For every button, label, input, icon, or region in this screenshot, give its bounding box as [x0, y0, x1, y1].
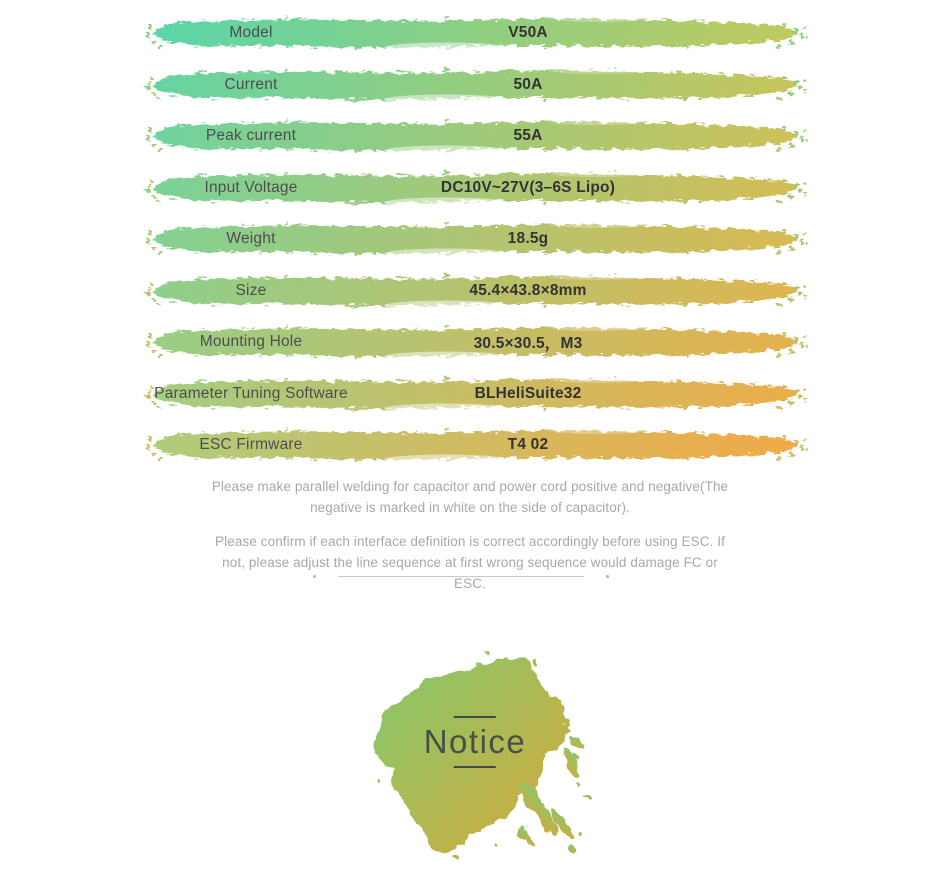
notice-bottom-rule	[454, 766, 496, 768]
divider-left-dot	[313, 575, 316, 578]
spec-row	[0, 117, 940, 155]
spec-label: Peak current	[205, 127, 297, 144]
spec-row	[0, 169, 940, 207]
note-paragraph-interface: Please confirm if each interface definition is correct accordingly before using ESC. If not, please adjust the line sequence at first wrong sequence would damage FC or ESC.	[215, 534, 725, 591]
spec-value: T4 02	[507, 436, 549, 453]
notice-label-group	[424, 716, 527, 768]
spec-label: Weight	[226, 230, 276, 247]
divider-right-dot	[606, 575, 609, 578]
spec-row	[0, 66, 940, 104]
spec-value: 30.5×30.5，M3	[473, 335, 583, 352]
note-paragraph-welding: Please make parallel welding for capacitor and power cord positive and negative(The negative is marked in white on the side of capacitor).	[211, 479, 729, 515]
spec-label: Size	[235, 281, 267, 299]
spec-value: DC10V~27V(3–6S Lipo)	[440, 178, 616, 196]
spec-label: Parameter Tuning Software	[154, 384, 348, 402]
spec-value: BLHeliSuite32	[474, 384, 582, 402]
notes-section	[0, 476, 940, 607]
spec-label: ESC Firmware	[199, 436, 303, 453]
spec-row	[0, 426, 940, 464]
spec-label: Current	[224, 75, 278, 93]
notice-top-rule	[454, 716, 496, 718]
spec-row	[0, 272, 940, 310]
spec-label: Input Voltage	[204, 178, 298, 196]
notice-badge	[0, 648, 940, 870]
spec-row	[0, 323, 940, 361]
spec-row	[0, 375, 940, 413]
divider-line	[338, 576, 584, 577]
spec-label: Mounting Hole	[199, 333, 303, 350]
section-divider	[0, 572, 931, 580]
spec-value: 18.5g	[507, 230, 549, 247]
spec-label: Model	[229, 24, 273, 41]
notice-title: Notice	[423, 723, 527, 760]
spec-value: 50A	[513, 75, 543, 93]
spec-value: V50A	[508, 24, 548, 41]
spec-value: 55A	[513, 127, 543, 144]
spec-table	[0, 14, 940, 478]
spec-value: 45.4×43.8×8mm	[469, 281, 587, 299]
spec-row	[0, 220, 940, 258]
spec-row	[0, 14, 940, 52]
